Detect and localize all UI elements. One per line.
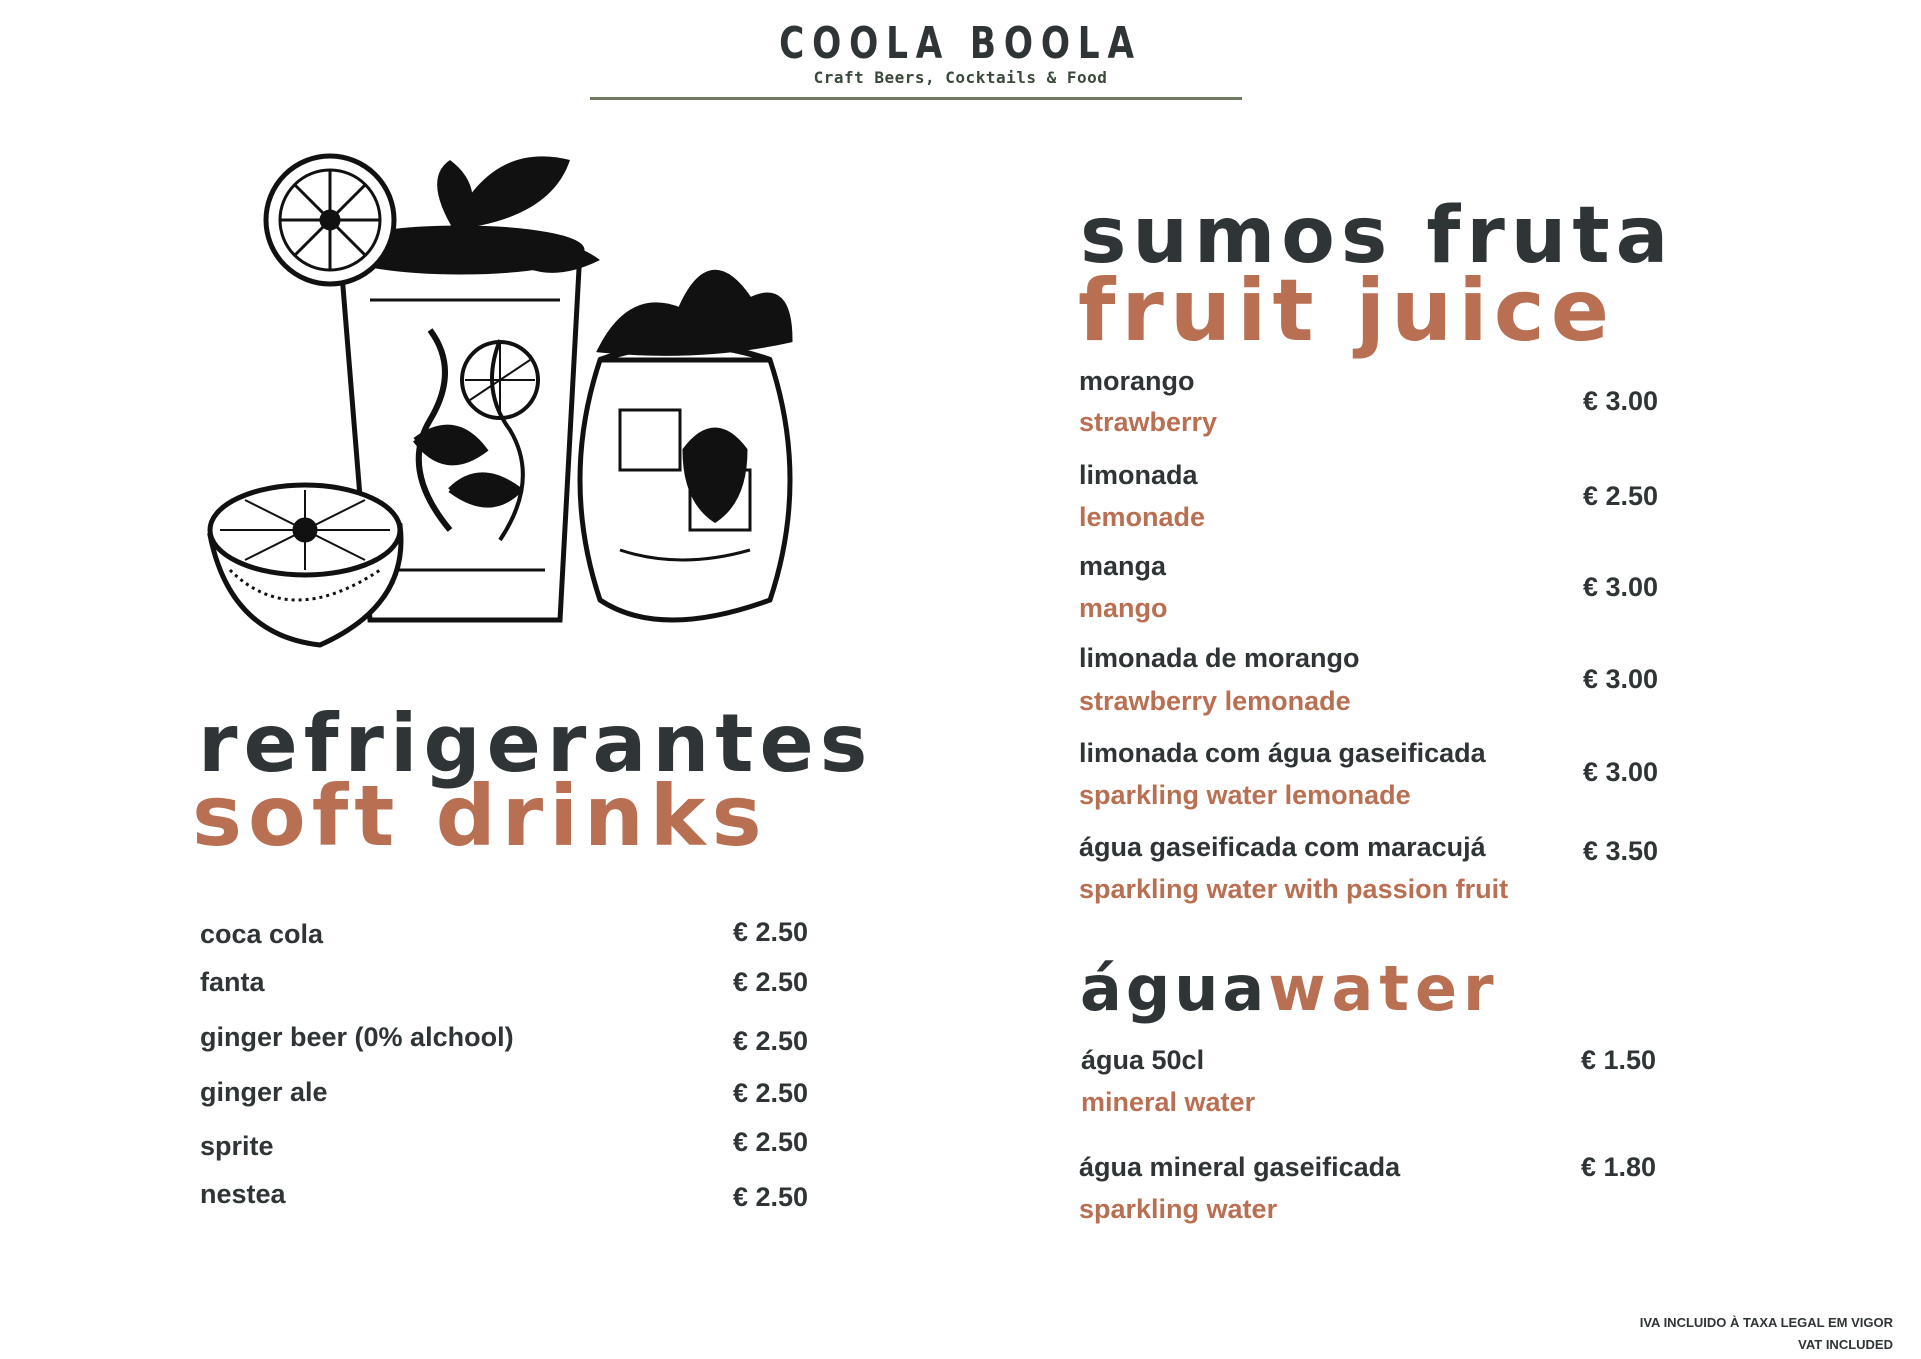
juice-price: € 3.00 <box>1583 757 1659 787</box>
juice-price: € 3.50 <box>1583 836 1659 866</box>
list-item-name: nestea <box>200 1179 286 1209</box>
soft-drinks-title-pt: refrigerantes <box>198 697 874 790</box>
water-title-pt: água <box>1080 952 1269 1025</box>
round-glass-icon <box>580 272 790 620</box>
juice-price: € 2.50 <box>1583 481 1659 511</box>
water-title-en: water <box>1268 952 1500 1025</box>
juice-name-en: sparkling water with passion fruit <box>1079 874 1509 904</box>
juice-name-en: sparkling water lemonade <box>1079 780 1411 810</box>
list-item-name: sprite <box>200 1131 274 1161</box>
vat-note-en: VAT INCLUDED <box>1798 1337 1893 1352</box>
water-title <box>1080 952 1500 1025</box>
soft-drinks-title-en: soft drinks <box>192 767 768 865</box>
water-price: € 1.50 <box>1581 1045 1657 1075</box>
juice-name-en: strawberry lemonade <box>1079 686 1351 716</box>
juice-name-pt: limonada de morango <box>1079 643 1360 673</box>
list-item-price: € 2.50 <box>733 1127 809 1157</box>
list-item-name: ginger beer (0% alchool) <box>200 1022 514 1052</box>
fruit-juice-title-en: fruit juice <box>1078 261 1616 361</box>
fruit-juice-title-pt: sumos fruta <box>1080 191 1675 281</box>
juice-price: € 3.00 <box>1583 664 1659 694</box>
brand-tagline: Craft Beers, Cocktails & Food <box>813 68 1108 87</box>
juice-name-pt: morango <box>1079 366 1195 396</box>
juice-name-en: mango <box>1079 593 1168 623</box>
list-item-price: € 2.50 <box>733 1026 809 1056</box>
brand-name: COOLA BOOLA <box>779 18 1142 69</box>
list-item-name: fanta <box>200 967 265 997</box>
juice-name-en: lemonade <box>1079 502 1206 532</box>
vat-note-pt: IVA INCLUIDO À TAXA LEGAL EM VIGOR <box>1639 1315 1893 1330</box>
list-item-name: ginger ale <box>200 1077 328 1107</box>
orange-slice-icon <box>266 156 394 284</box>
list-item-price: € 2.50 <box>733 1078 809 1108</box>
water-price: € 1.80 <box>1581 1152 1657 1182</box>
water-name-en: sparkling water <box>1079 1194 1278 1224</box>
juice-name-en: strawberry <box>1079 407 1218 437</box>
juice-name-pt: limonada <box>1079 460 1198 490</box>
header-divider <box>590 97 1242 100</box>
list-item-price: € 2.50 <box>733 967 809 997</box>
juice-price: € 3.00 <box>1583 572 1659 602</box>
juice-price: € 3.00 <box>1583 386 1659 416</box>
juice-name-pt: manga <box>1079 551 1167 581</box>
water-name-pt: água 50cl <box>1081 1045 1205 1075</box>
water-name-en: mineral water <box>1081 1087 1256 1117</box>
cocktail-glasses-illustration <box>200 150 840 650</box>
list-item-price: € 2.50 <box>733 1182 809 1212</box>
list-item-price: € 2.50 <box>733 917 809 947</box>
juice-name-pt: água gaseificada com maracujá <box>1079 832 1486 862</box>
juice-name-pt: limonada com água gaseificada <box>1079 738 1486 768</box>
list-item-name: coca cola <box>200 919 324 949</box>
water-name-pt: água mineral gaseificada <box>1079 1152 1401 1182</box>
